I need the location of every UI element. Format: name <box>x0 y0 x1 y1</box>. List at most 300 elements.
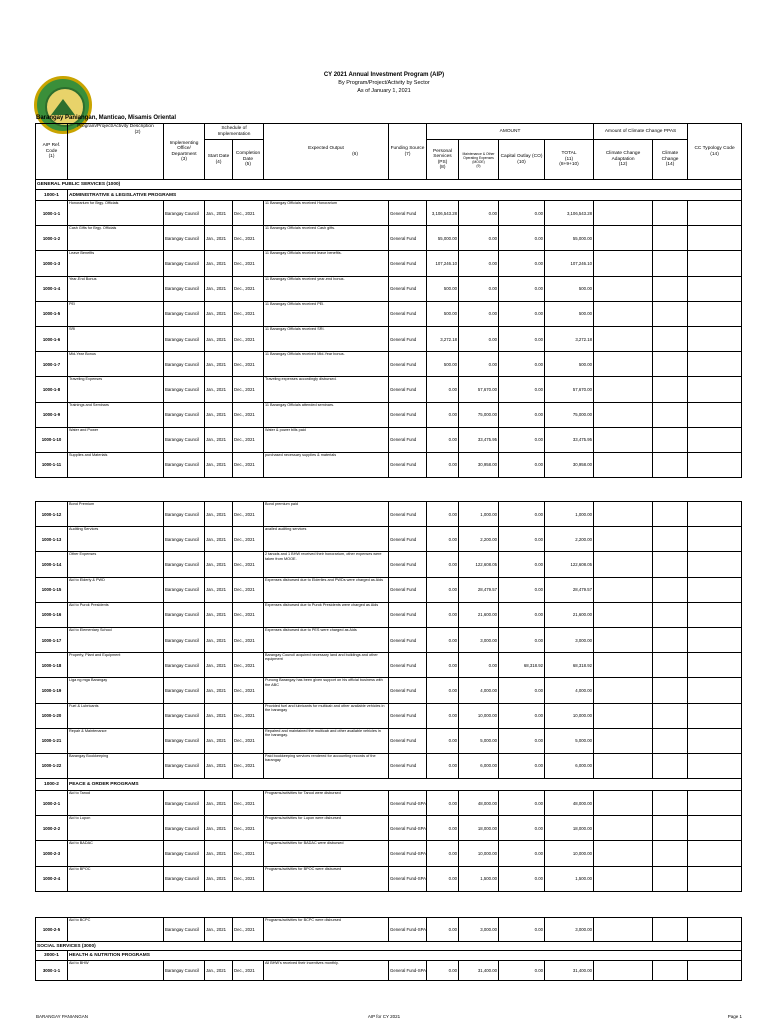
row-ps: 0.00 <box>427 552 459 577</box>
row-output: 11 Barangay Officials received year-end bonus. <box>264 276 389 301</box>
row-start-date: Jan., 2021 <box>205 226 233 251</box>
row-co: 0.00 <box>499 866 545 891</box>
row-start-date: Jan., 2021 <box>205 753 233 778</box>
row-total: 10,000.00 <box>545 841 594 866</box>
row-ccm <box>653 326 688 351</box>
row-ps: 0.00 <box>427 728 459 753</box>
row-total: 500.00 <box>545 352 594 377</box>
row-funding: General Fund <box>389 427 427 452</box>
row-mooe: 4,000.00 <box>459 678 499 703</box>
row-funding: General Fund <box>389 552 427 577</box>
row-cca <box>594 352 653 377</box>
row-start-date: Jan., 2021 <box>205 502 233 527</box>
row-ps: 0.00 <box>427 841 459 866</box>
row-typology <box>688 866 742 891</box>
row-cca <box>594 301 653 326</box>
row-typology <box>688 841 742 866</box>
row-description: Property, Plant and Equipment <box>68 653 164 678</box>
col-climate: Amount of Climate Change PPAS <box>594 124 688 140</box>
row-code: 1000-1-7 <box>36 352 68 377</box>
row-mooe: 10,000.00 <box>459 841 499 866</box>
row-start-date: Jan., 2021 <box>205 866 233 891</box>
row-office: Barangay Council <box>164 452 205 477</box>
table-row <box>36 201 742 226</box>
subsection-code: 1000-2 <box>36 779 68 791</box>
row-office: Barangay Council <box>164 866 205 891</box>
row-co: 0.00 <box>499 226 545 251</box>
row-co: 68,318.92 <box>499 653 545 678</box>
row-end-date: Dec., 2021 <box>233 352 264 377</box>
row-ps: 500.00 <box>427 276 459 301</box>
row-office: Barangay Council <box>164 326 205 351</box>
row-code: 1000-1-1 <box>36 201 68 226</box>
row-office: Barangay Council <box>164 816 205 841</box>
col-completion: Completion Date (5) <box>233 140 264 180</box>
row-cca <box>594 276 653 301</box>
row-description: Aid to BCPC <box>68 918 164 942</box>
row-mooe: 6,000.00 <box>459 753 499 778</box>
row-ps: 0.00 <box>427 653 459 678</box>
section-title: SOCIAL SERVICES (3000) <box>36 942 742 951</box>
row-output: 11 Barangay Officials received PEI. <box>264 301 389 326</box>
table-row <box>36 276 742 301</box>
table-row <box>36 918 742 942</box>
row-description: Honorarium for Brgy. Officials <box>68 201 164 226</box>
row-end-date: Dec., 2021 <box>233 226 264 251</box>
document-as-of: As of January 1, 2021 <box>357 88 411 94</box>
row-funding: General Fund <box>389 703 427 728</box>
table-row <box>36 961 742 981</box>
row-start-date: Jan., 2021 <box>205 452 233 477</box>
row-start-date: Jan., 2021 <box>205 552 233 577</box>
row-total: 28,479.57 <box>545 577 594 602</box>
row-description: Supplies and Materials <box>68 452 164 477</box>
row-description: Fuel & Lubricants <box>68 703 164 728</box>
row-typology <box>688 326 742 351</box>
row-typology <box>688 728 742 753</box>
row-total: 30,958.00 <box>545 452 594 477</box>
row-output: All BHW's received their incentives monthly. <box>264 961 389 981</box>
row-output: Expenses disbursed due to Purok Presidents were charged as Aids <box>264 602 389 627</box>
row-ps: 0.00 <box>427 791 459 816</box>
row-output: 11 Barangay Officials received Cash gifts. <box>264 226 389 251</box>
row-code: 1000-1-2 <box>36 226 68 251</box>
row-description: Aid to BPOC <box>68 866 164 891</box>
row-end-date: Dec., 2021 <box>233 653 264 678</box>
row-description: Barangay Bookkeeping <box>68 753 164 778</box>
row-office: Barangay Council <box>164 577 205 602</box>
table-row <box>36 577 742 602</box>
row-output: Expenses disbursed due to PES were charged as Aids <box>264 627 389 652</box>
row-cca <box>594 753 653 778</box>
row-cca <box>594 326 653 351</box>
row-end-date: Dec., 2021 <box>233 326 264 351</box>
row-cca <box>594 452 653 477</box>
row-ccm <box>653 753 688 778</box>
col-funding: Funding Source (7) <box>389 124 427 180</box>
footer-center: AIP for CY 2021 <box>367 1014 401 1019</box>
table-row <box>36 527 742 552</box>
table-row <box>36 377 742 402</box>
table-row <box>36 352 742 377</box>
row-description: Aid to Elderly & PWD <box>68 577 164 602</box>
row-typology <box>688 918 742 942</box>
row-code: 1000-2-1 <box>36 791 68 816</box>
row-ps: 3,106,543.28 <box>427 201 459 226</box>
row-start-date: Jan., 2021 <box>205 402 233 427</box>
row-cca <box>594 527 653 552</box>
row-mooe: 3,000.00 <box>459 918 499 942</box>
row-ccm <box>653 653 688 678</box>
row-typology <box>688 352 742 377</box>
row-code: 1000-1-14 <box>36 552 68 577</box>
row-output: 2 tanods and 1 BHW received their honorarium, other expenses were taken from MOOE. <box>264 552 389 577</box>
row-mooe: 0.00 <box>459 326 499 351</box>
row-total: 122,608.05 <box>545 552 594 577</box>
row-ccm <box>653 678 688 703</box>
row-office: Barangay Council <box>164 427 205 452</box>
row-co: 0.00 <box>499 961 545 981</box>
table-row <box>36 452 742 477</box>
row-co: 0.00 <box>499 452 545 477</box>
row-funding: General Fund-SPA <box>389 841 427 866</box>
row-office: Barangay Council <box>164 728 205 753</box>
row-co: 0.00 <box>499 753 545 778</box>
row-cca <box>594 703 653 728</box>
row-total: 18,000.00 <box>545 816 594 841</box>
row-funding: General Fund <box>389 502 427 527</box>
row-mooe: 0.00 <box>459 352 499 377</box>
row-description: Traveling Expenses <box>68 377 164 402</box>
row-office: Barangay Council <box>164 377 205 402</box>
row-description: Repair & Maintenance <box>68 728 164 753</box>
row-total: 1,500.00 <box>545 866 594 891</box>
row-start-date: Jan., 2021 <box>205 816 233 841</box>
row-funding: General Fund <box>389 728 427 753</box>
row-cca <box>594 961 653 981</box>
row-start-date: Jan., 2021 <box>205 527 233 552</box>
row-start-date: Jan., 2021 <box>205 627 233 652</box>
row-end-date: Dec., 2021 <box>233 866 264 891</box>
row-funding: General Fund-SPA <box>389 918 427 942</box>
row-start-date: Jan., 2021 <box>205 301 233 326</box>
row-office: Barangay Council <box>164 201 205 226</box>
row-mooe: 0.00 <box>459 301 499 326</box>
row-co: 0.00 <box>499 301 545 326</box>
table-row <box>36 602 742 627</box>
row-output: purchased necessary supplies & materials <box>264 452 389 477</box>
row-code: 1000-1-22 <box>36 753 68 778</box>
row-description: Aid to BHW <box>68 961 164 981</box>
row-start-date: Jan., 2021 <box>205 577 233 602</box>
col-cca: Climate Change Adaptation (12) <box>594 140 653 180</box>
row-mooe: 0.00 <box>459 653 499 678</box>
row-ps: 0.00 <box>427 602 459 627</box>
col-implementing: Implementing Office/ Department (3) <box>164 124 205 180</box>
col-output: Expected Output (6) <box>264 124 389 180</box>
row-typology <box>688 276 742 301</box>
row-mooe: 57,670.00 <box>459 377 499 402</box>
table-row <box>36 427 742 452</box>
row-description: Trainings and Seminars <box>68 402 164 427</box>
row-description: Year-End Bonus <box>68 276 164 301</box>
row-start-date: Jan., 2021 <box>205 728 233 753</box>
row-mooe: 0.00 <box>459 276 499 301</box>
row-co: 0.00 <box>499 552 545 577</box>
row-output: Bond premium paid <box>264 502 389 527</box>
row-co: 0.00 <box>499 377 545 402</box>
row-co: 0.00 <box>499 816 545 841</box>
row-ps: 0.00 <box>427 377 459 402</box>
table-row <box>36 552 742 577</box>
section-title: PEACE & ORDER PROGRAMS <box>68 779 742 791</box>
row-office: Barangay Council <box>164 918 205 942</box>
row-funding: General Fund <box>389 452 427 477</box>
row-total: 75,000.00 <box>545 402 594 427</box>
row-start-date: Jan., 2021 <box>205 841 233 866</box>
row-output: Programs/activities for BADAC were disbursed <box>264 841 389 866</box>
table-row <box>36 866 742 891</box>
row-cca <box>594 678 653 703</box>
row-typology <box>688 753 742 778</box>
row-code: 1000-1-20 <box>36 703 68 728</box>
row-code: 3000-1-1 <box>36 961 68 981</box>
row-start-date: Jan., 2021 <box>205 326 233 351</box>
row-end-date: Dec., 2021 <box>233 791 264 816</box>
row-total: 3,272.18 <box>545 326 594 351</box>
row-office: Barangay Council <box>164 527 205 552</box>
row-co: 0.00 <box>499 841 545 866</box>
row-cca <box>594 402 653 427</box>
row-start-date: Jan., 2021 <box>205 961 233 981</box>
row-total: 3,000.00 <box>545 627 594 652</box>
row-ccm <box>653 728 688 753</box>
row-code: 1000-1-13 <box>36 527 68 552</box>
row-mooe: 18,000.00 <box>459 816 499 841</box>
row-office: Barangay Council <box>164 402 205 427</box>
row-ccm <box>653 402 688 427</box>
row-description: Auditing Services <box>68 527 164 552</box>
row-funding: General Fund <box>389 678 427 703</box>
row-funding: General Fund <box>389 653 427 678</box>
row-description: Water and Power <box>68 427 164 452</box>
row-start-date: Jan., 2021 <box>205 251 233 276</box>
row-code: 1000-1-10 <box>36 427 68 452</box>
row-co: 0.00 <box>499 918 545 942</box>
row-ps: 0.00 <box>427 502 459 527</box>
row-start-date: Jan., 2021 <box>205 276 233 301</box>
row-end-date: Dec., 2021 <box>233 276 264 301</box>
row-description: Leave Benefits <box>68 251 164 276</box>
row-typology <box>688 201 742 226</box>
row-ps: 107,246.10 <box>427 251 459 276</box>
row-ps: 0.00 <box>427 452 459 477</box>
row-ccm <box>653 552 688 577</box>
row-code: 1000-1-12 <box>36 502 68 527</box>
row-mooe: 33,475.95 <box>459 427 499 452</box>
row-total: 6,000.00 <box>545 753 594 778</box>
row-cca <box>594 251 653 276</box>
row-typology <box>688 452 742 477</box>
row-description: Bond Premium <box>68 502 164 527</box>
row-typology <box>688 427 742 452</box>
row-typology <box>688 502 742 527</box>
row-office: Barangay Council <box>164 678 205 703</box>
row-typology <box>688 402 742 427</box>
row-funding: General Fund-SPA <box>389 961 427 981</box>
row-output: 11 Barangay Officials received Mid-Year bonus. <box>264 352 389 377</box>
row-end-date: Dec., 2021 <box>233 201 264 226</box>
row-mooe: 0.00 <box>459 201 499 226</box>
row-total: 4,000.00 <box>545 678 594 703</box>
row-funding: General Fund <box>389 753 427 778</box>
row-end-date: Dec., 2021 <box>233 703 264 728</box>
row-code: 1000-1-4 <box>36 276 68 301</box>
row-office: Barangay Council <box>164 703 205 728</box>
row-output: Provided fuel and lubricants for multicab and other available vehicles in the barangay <box>264 703 389 728</box>
row-typology <box>688 961 742 981</box>
row-description: Aid to Tanod <box>68 791 164 816</box>
row-funding: General Fund <box>389 627 427 652</box>
row-co: 0.00 <box>499 251 545 276</box>
row-code: 1000-1-6 <box>36 326 68 351</box>
col-mooe: Maintenance & Other Operating Expenses (MOOE) (9) <box>459 140 499 180</box>
row-ps: 0.00 <box>427 703 459 728</box>
row-typology <box>688 602 742 627</box>
row-mooe: 30,958.00 <box>459 452 499 477</box>
row-ps: 500.00 <box>427 301 459 326</box>
row-mooe: 0.00 <box>459 226 499 251</box>
row-end-date: Dec., 2021 <box>233 502 264 527</box>
row-output: availed auditing services <box>264 527 389 552</box>
row-end-date: Dec., 2021 <box>233 816 264 841</box>
row-co: 0.00 <box>499 502 545 527</box>
row-code: 1000-1-11 <box>36 452 68 477</box>
row-office: Barangay Council <box>164 502 205 527</box>
row-co: 0.00 <box>499 791 545 816</box>
table-row <box>36 841 742 866</box>
row-total: 3,106,543.28 <box>545 201 594 226</box>
aip-table-continued <box>35 501 742 892</box>
row-co: 0.00 <box>499 201 545 226</box>
row-code: 1000-1-9 <box>36 402 68 427</box>
col-co: Capital Outlay (CO) (10) <box>499 140 545 180</box>
aip-table-final <box>35 917 742 981</box>
row-office: Barangay Council <box>164 226 205 251</box>
row-cca <box>594 377 653 402</box>
subsection-code: 1000-1 <box>36 190 68 201</box>
row-ccm <box>653 602 688 627</box>
row-office: Barangay Council <box>164 251 205 276</box>
row-typology <box>688 577 742 602</box>
row-total: 33,475.95 <box>545 427 594 452</box>
row-co: 0.00 <box>499 527 545 552</box>
row-end-date: Dec., 2021 <box>233 918 264 942</box>
row-cca <box>594 816 653 841</box>
row-typology <box>688 703 742 728</box>
row-ps: 0.00 <box>427 866 459 891</box>
row-typology <box>688 527 742 552</box>
row-total: 31,400.00 <box>545 961 594 981</box>
row-ccm <box>653 577 688 602</box>
row-description: Aid to Lupon <box>68 816 164 841</box>
row-code: 1000-1-19 <box>36 678 68 703</box>
row-total: 48,000.00 <box>545 791 594 816</box>
row-code: 1000-2-5 <box>36 918 68 942</box>
row-funding: General Fund <box>389 527 427 552</box>
row-end-date: Dec., 2021 <box>233 402 264 427</box>
col-total: TOTAL (11) (8+9+10) <box>545 140 594 180</box>
row-cca <box>594 918 653 942</box>
row-typology <box>688 627 742 652</box>
row-output: Expenses disbursed due to Elderlies and PWDs were charged as Aids <box>264 577 389 602</box>
row-cca <box>594 728 653 753</box>
row-mooe: 3,000.00 <box>459 627 499 652</box>
row-output: Programs/activities for Lupon were disbursed <box>264 816 389 841</box>
row-ccm <box>653 301 688 326</box>
row-code: 1000-1-16 <box>36 602 68 627</box>
row-funding: General Fund <box>389 326 427 351</box>
row-total: 21,600.00 <box>545 602 594 627</box>
table-row <box>36 791 742 816</box>
subsection-title: ADMINISTRATIVE & LEGISLATIVE PROGRAMS <box>68 190 742 201</box>
row-cca <box>594 502 653 527</box>
row-cca <box>594 602 653 627</box>
row-ps: 0.00 <box>427 527 459 552</box>
row-mooe: 122,608.05 <box>459 552 499 577</box>
row-ccm <box>653 961 688 981</box>
row-code: 1000-1-18 <box>36 653 68 678</box>
row-start-date: Jan., 2021 <box>205 377 233 402</box>
table-row <box>36 326 742 351</box>
row-code: 1000-2-4 <box>36 866 68 891</box>
row-output: 11 Barangay Officials received Honorarium <box>264 201 389 226</box>
barangay-name: Barangay Paniangan, Manticao, Misamis Oriental <box>36 115 177 121</box>
row-co: 0.00 <box>499 577 545 602</box>
row-mooe: 28,479.57 <box>459 577 499 602</box>
row-description: Liga ng mga Barangay <box>68 678 164 703</box>
row-ccm <box>653 816 688 841</box>
row-end-date: Dec., 2021 <box>233 251 264 276</box>
row-co: 0.00 <box>499 678 545 703</box>
subsection-code: 3000-1 <box>36 951 68 961</box>
row-start-date: Jan., 2021 <box>205 352 233 377</box>
row-ps: 0.00 <box>427 402 459 427</box>
row-ccm <box>653 226 688 251</box>
row-typology <box>688 816 742 841</box>
row-office: Barangay Council <box>164 841 205 866</box>
row-output: Paid bookkeeping services rendered for accounting records of the barangay <box>264 753 389 778</box>
table-row <box>36 402 742 427</box>
row-office: Barangay Council <box>164 627 205 652</box>
row-funding: General Fund <box>389 402 427 427</box>
row-code: 1000-2-2 <box>36 816 68 841</box>
col-description: Program/Project/Activity Description (2) <box>68 124 164 180</box>
col-schedule: Schedule of Implementation <box>205 124 264 140</box>
row-output: Programs/activities for Tanod were disbursed <box>264 791 389 816</box>
row-co: 0.00 <box>499 427 545 452</box>
row-end-date: Dec., 2021 <box>233 728 264 753</box>
row-output: Repaired and maintained the multicab and other available vehicles in the barangay. <box>264 728 389 753</box>
row-ccm <box>653 791 688 816</box>
row-ps: 500.00 <box>427 352 459 377</box>
row-funding: General Fund <box>389 577 427 602</box>
row-ps: 0.00 <box>427 678 459 703</box>
document-title: CY 2021 Annual Investment Program (AIP) <box>323 72 445 78</box>
table-row <box>36 753 742 778</box>
section-row <box>36 951 742 961</box>
section-row <box>36 942 742 951</box>
